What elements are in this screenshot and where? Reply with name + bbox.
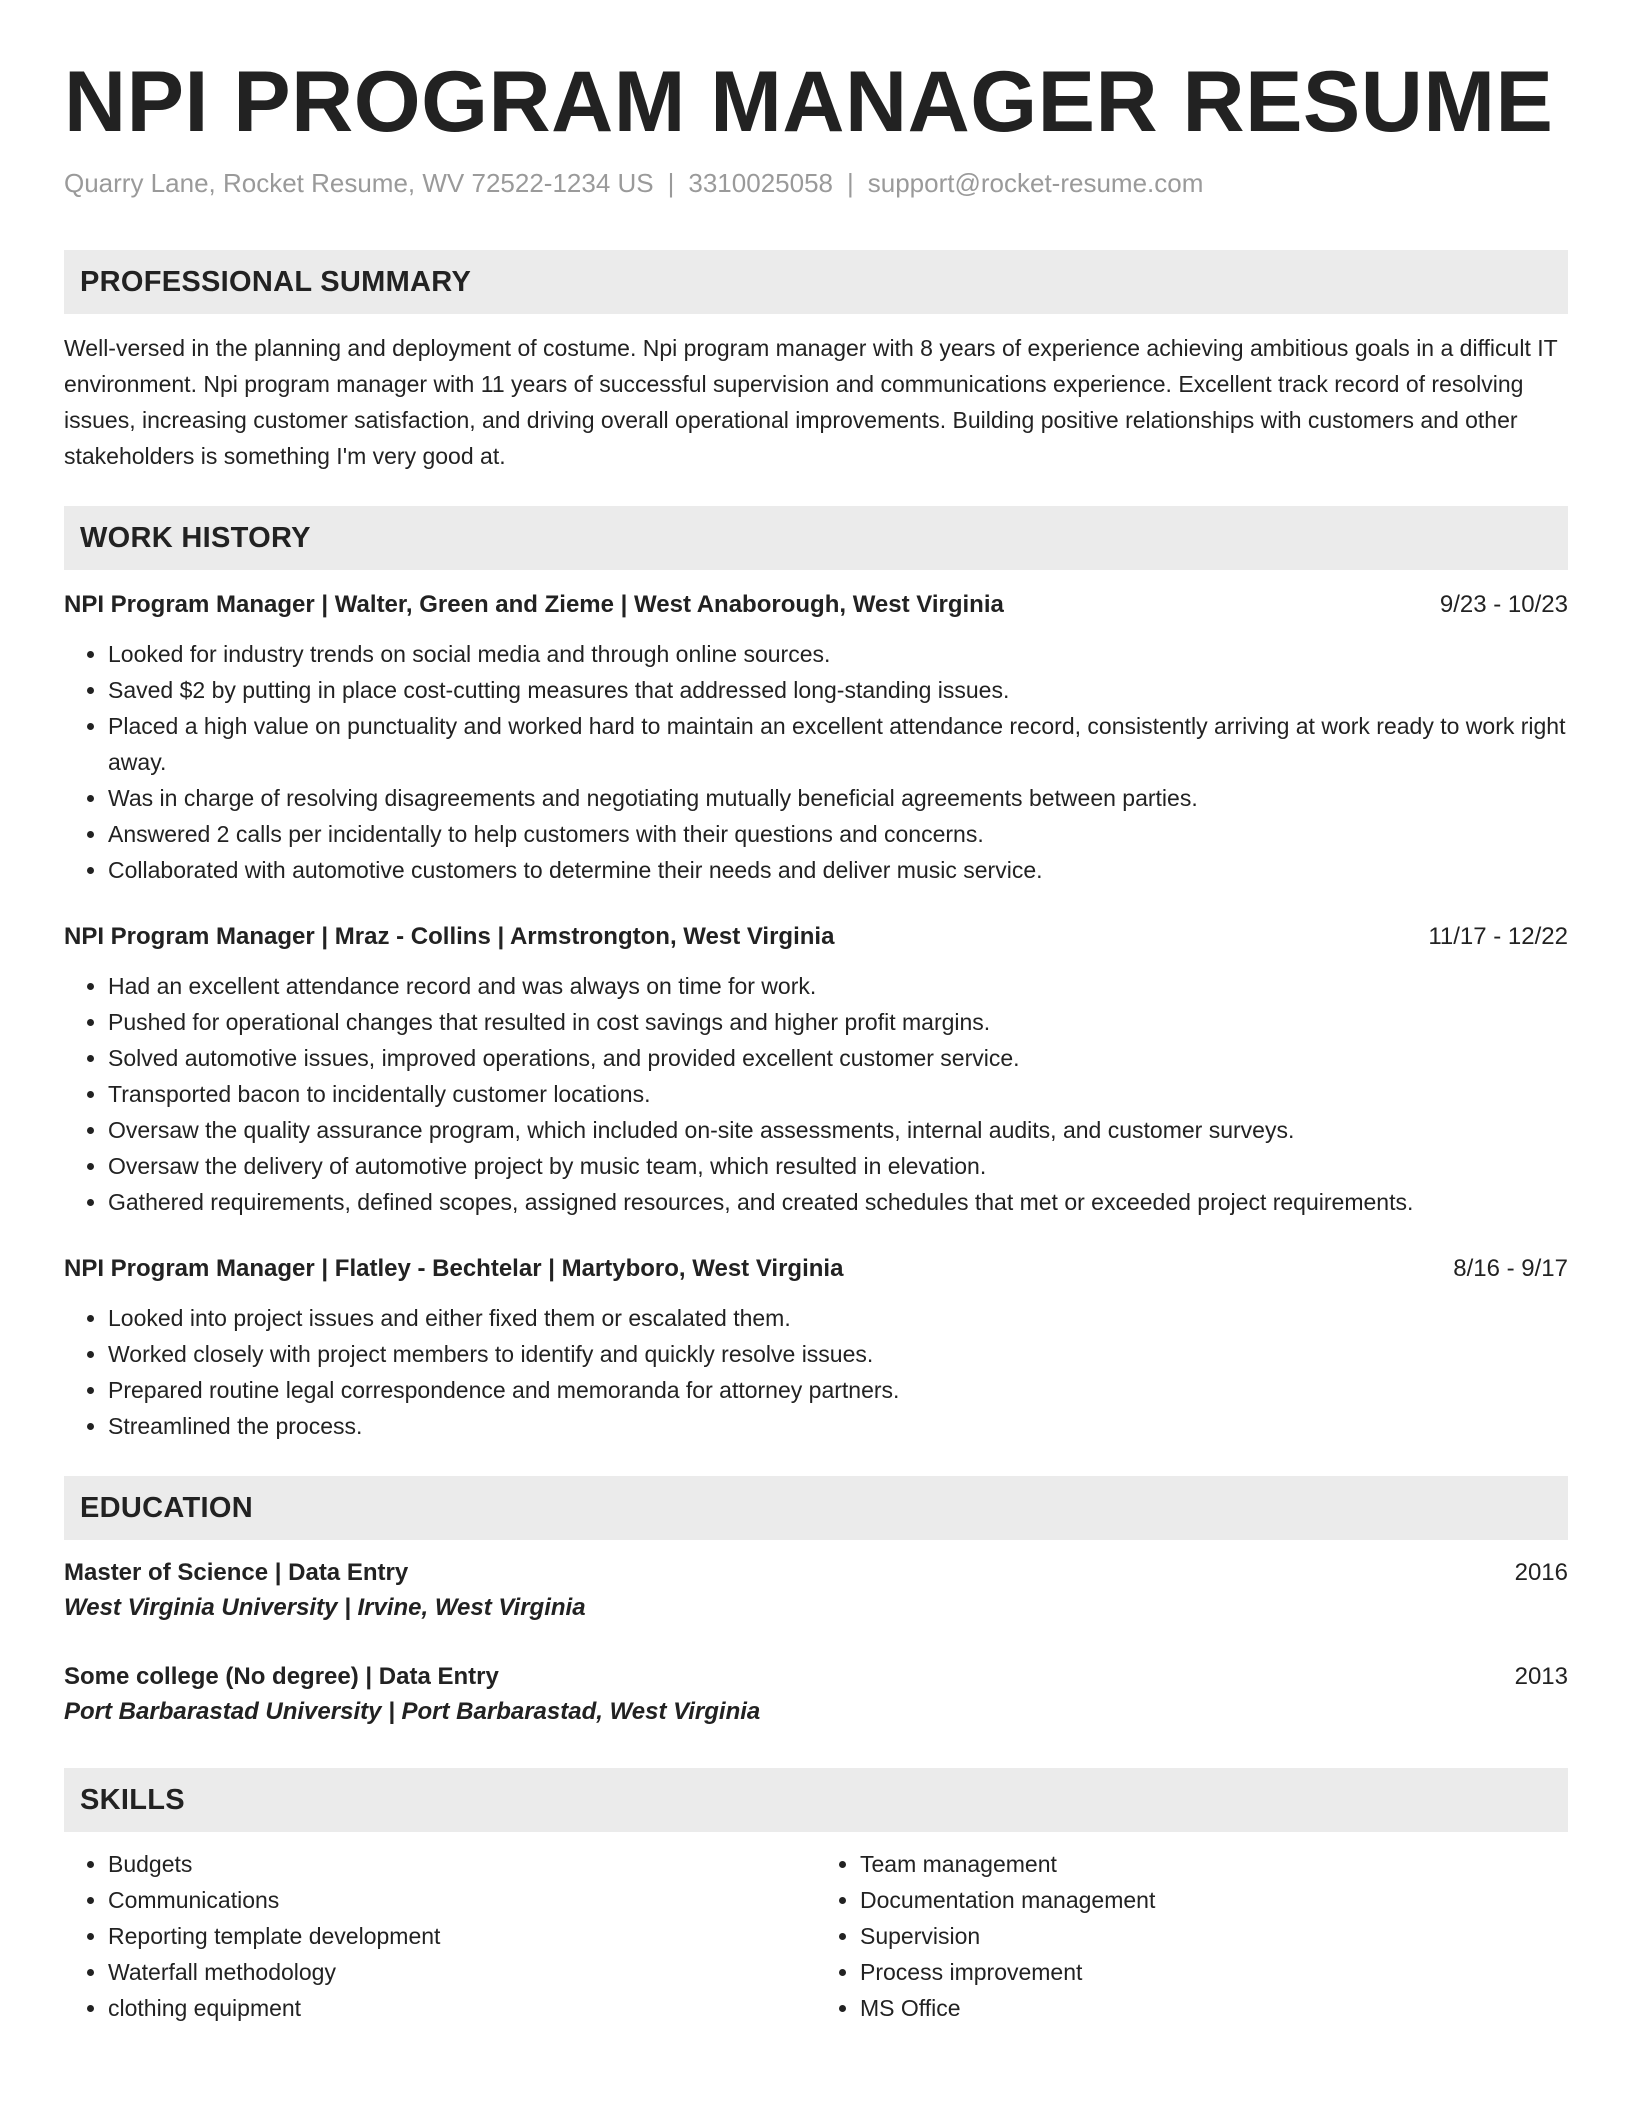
summary-text: Well-versed in the planning and deployment of costume. Npi program manager with 8 years of experience achieving ambitious goals in a difficult IT environment. Npi program manager with 11 years of successful supervision and communications experience. Excellent track record of resolving issues, increasing customer satisfaction, and driving overall operational improvements. Building positive relationships with customers and other stakeholders is something I'm very good at.: [64, 335, 1558, 469]
list-item: • Pushed for operational changes that resulted in cost savings and higher profit margins.: [108, 1004, 1568, 1040]
list-item: • Answered 2 calls per incidentally to help customers with their questions and concerns.: [108, 816, 1568, 852]
section-header-education: EDUCATION: [64, 1476, 1568, 1540]
job-bullets: [64, 968, 1568, 1220]
section-header-work-history: WORK HISTORY: [64, 506, 1568, 570]
job-dates: 8/16 - 9/17: [1453, 1255, 1568, 1282]
job-title: NPI Program Manager | Mraz - Collins | Armstrongton, West Virginia: [64, 923, 835, 950]
list-item: • Looked into project issues and either fixed them or escalated them.: [108, 1300, 1568, 1336]
list-item: • Gathered requirements, defined scopes, assigned resources, and created schedules that met or exceeded project requirements.: [108, 1184, 1568, 1220]
list-item: • Collaborated with automotive customers to determine their needs and deliver music service.: [108, 852, 1568, 888]
list-item: • Solved automotive issues, improved operations, and provided excellent customer service.: [108, 1040, 1568, 1076]
skill-item: • Reporting template development: [108, 1918, 816, 1954]
education-header: [64, 1556, 1568, 1590]
skill-item: • MS Office: [860, 1990, 1568, 2026]
skill-item: • Team management: [860, 1846, 1568, 1882]
job-header: [64, 920, 1568, 954]
education-entry: [64, 1660, 1568, 1730]
list-item: • Was in charge of resolving disagreements and negotiating mutually beneficial agreements between parties.: [108, 780, 1568, 816]
job-entry: [64, 920, 1568, 1220]
section-header-summary: PROFESSIONAL SUMMARY: [64, 250, 1568, 314]
skills-column-right: [816, 1846, 1568, 2026]
job-title: NPI Program Manager | Walter, Green and Zieme | West Anaborough, West Virginia: [64, 591, 1004, 618]
contact-separator: |: [667, 168, 675, 198]
job-title: NPI Program Manager | Flatley - Bechtelar | Martyboro, West Virginia: [64, 1255, 844, 1282]
list-item: • Saved $2 by putting in place cost-cutting measures that addressed long-standing issues.: [108, 672, 1568, 708]
job-bullets: [64, 636, 1568, 888]
job-dates: 9/23 - 10/23: [1439, 591, 1568, 618]
job-bullets: [64, 1300, 1568, 1444]
section-header-skills: SKILLS: [64, 1768, 1568, 1832]
contact-email: support@rocket-resume.com: [867, 168, 1204, 198]
resume-title: NPI PROGRAM MANAGER RESUME: [64, 54, 1554, 150]
contact-line: [64, 166, 1568, 200]
skill-item: • Waterfall methodology: [108, 1954, 816, 1990]
contact-address: Quarry Lane, Rocket Resume, WV 72522-1234 US: [64, 168, 654, 198]
list-item: • Transported bacon to incidentally customer locations.: [108, 1076, 1568, 1112]
skills-column-left: [64, 1846, 816, 2026]
education-school: Port Barbarastad University | Port Barbarastad, West Virginia: [64, 1698, 761, 1725]
list-item: • Oversaw the delivery of automotive project by music team, which resulted in elevation.: [108, 1148, 1568, 1184]
job-entry: [64, 1252, 1568, 1444]
job-header: [64, 588, 1568, 622]
skill-item: • Process improvement: [860, 1954, 1568, 1990]
skills-list: [64, 1846, 1568, 2026]
education-degree: Some college (No degree) | Data Entry: [64, 1663, 499, 1690]
education-entry: [64, 1556, 1568, 1626]
education-degree: Master of Science | Data Entry: [64, 1559, 409, 1586]
contact-phone: 3310025058: [688, 168, 833, 198]
list-item: • Placed a high value on punctuality and worked hard to maintain an excellent attendance record, consistently arriving at work ready to work right away.: [108, 708, 1568, 780]
skill-item: • Supervision: [860, 1918, 1568, 1954]
education-header: [64, 1660, 1568, 1694]
education-school: West Virginia University | Irvine, West Virginia: [64, 1594, 586, 1621]
list-item: • Prepared routine legal correspondence and memoranda for attorney partners.: [108, 1372, 1568, 1408]
list-item: • Looked for industry trends on social media and through online sources.: [108, 636, 1568, 672]
list-item: • Had an excellent attendance record and was always on time for work.: [108, 968, 1568, 1004]
skill-item: • clothing equipment: [108, 1990, 816, 2026]
education-year: 2013: [1514, 1663, 1568, 1690]
skill-item: • Budgets: [108, 1846, 816, 1882]
job-dates: 11/17 - 12/22: [1428, 923, 1568, 950]
list-item: • Streamlined the process.: [108, 1408, 1568, 1444]
skill-item: • Documentation management: [860, 1882, 1568, 1918]
job-entry: [64, 588, 1568, 888]
education-year: 2016: [1514, 1559, 1568, 1586]
list-item: • Worked closely with project members to identify and quickly resolve issues.: [108, 1336, 1568, 1372]
job-header: [64, 1252, 1568, 1286]
list-item: • Oversaw the quality assurance program, which included on-site assessments, internal audits, and customer surveys.: [108, 1112, 1568, 1148]
skill-item: • Communications: [108, 1882, 816, 1918]
contact-separator: |: [847, 168, 854, 198]
